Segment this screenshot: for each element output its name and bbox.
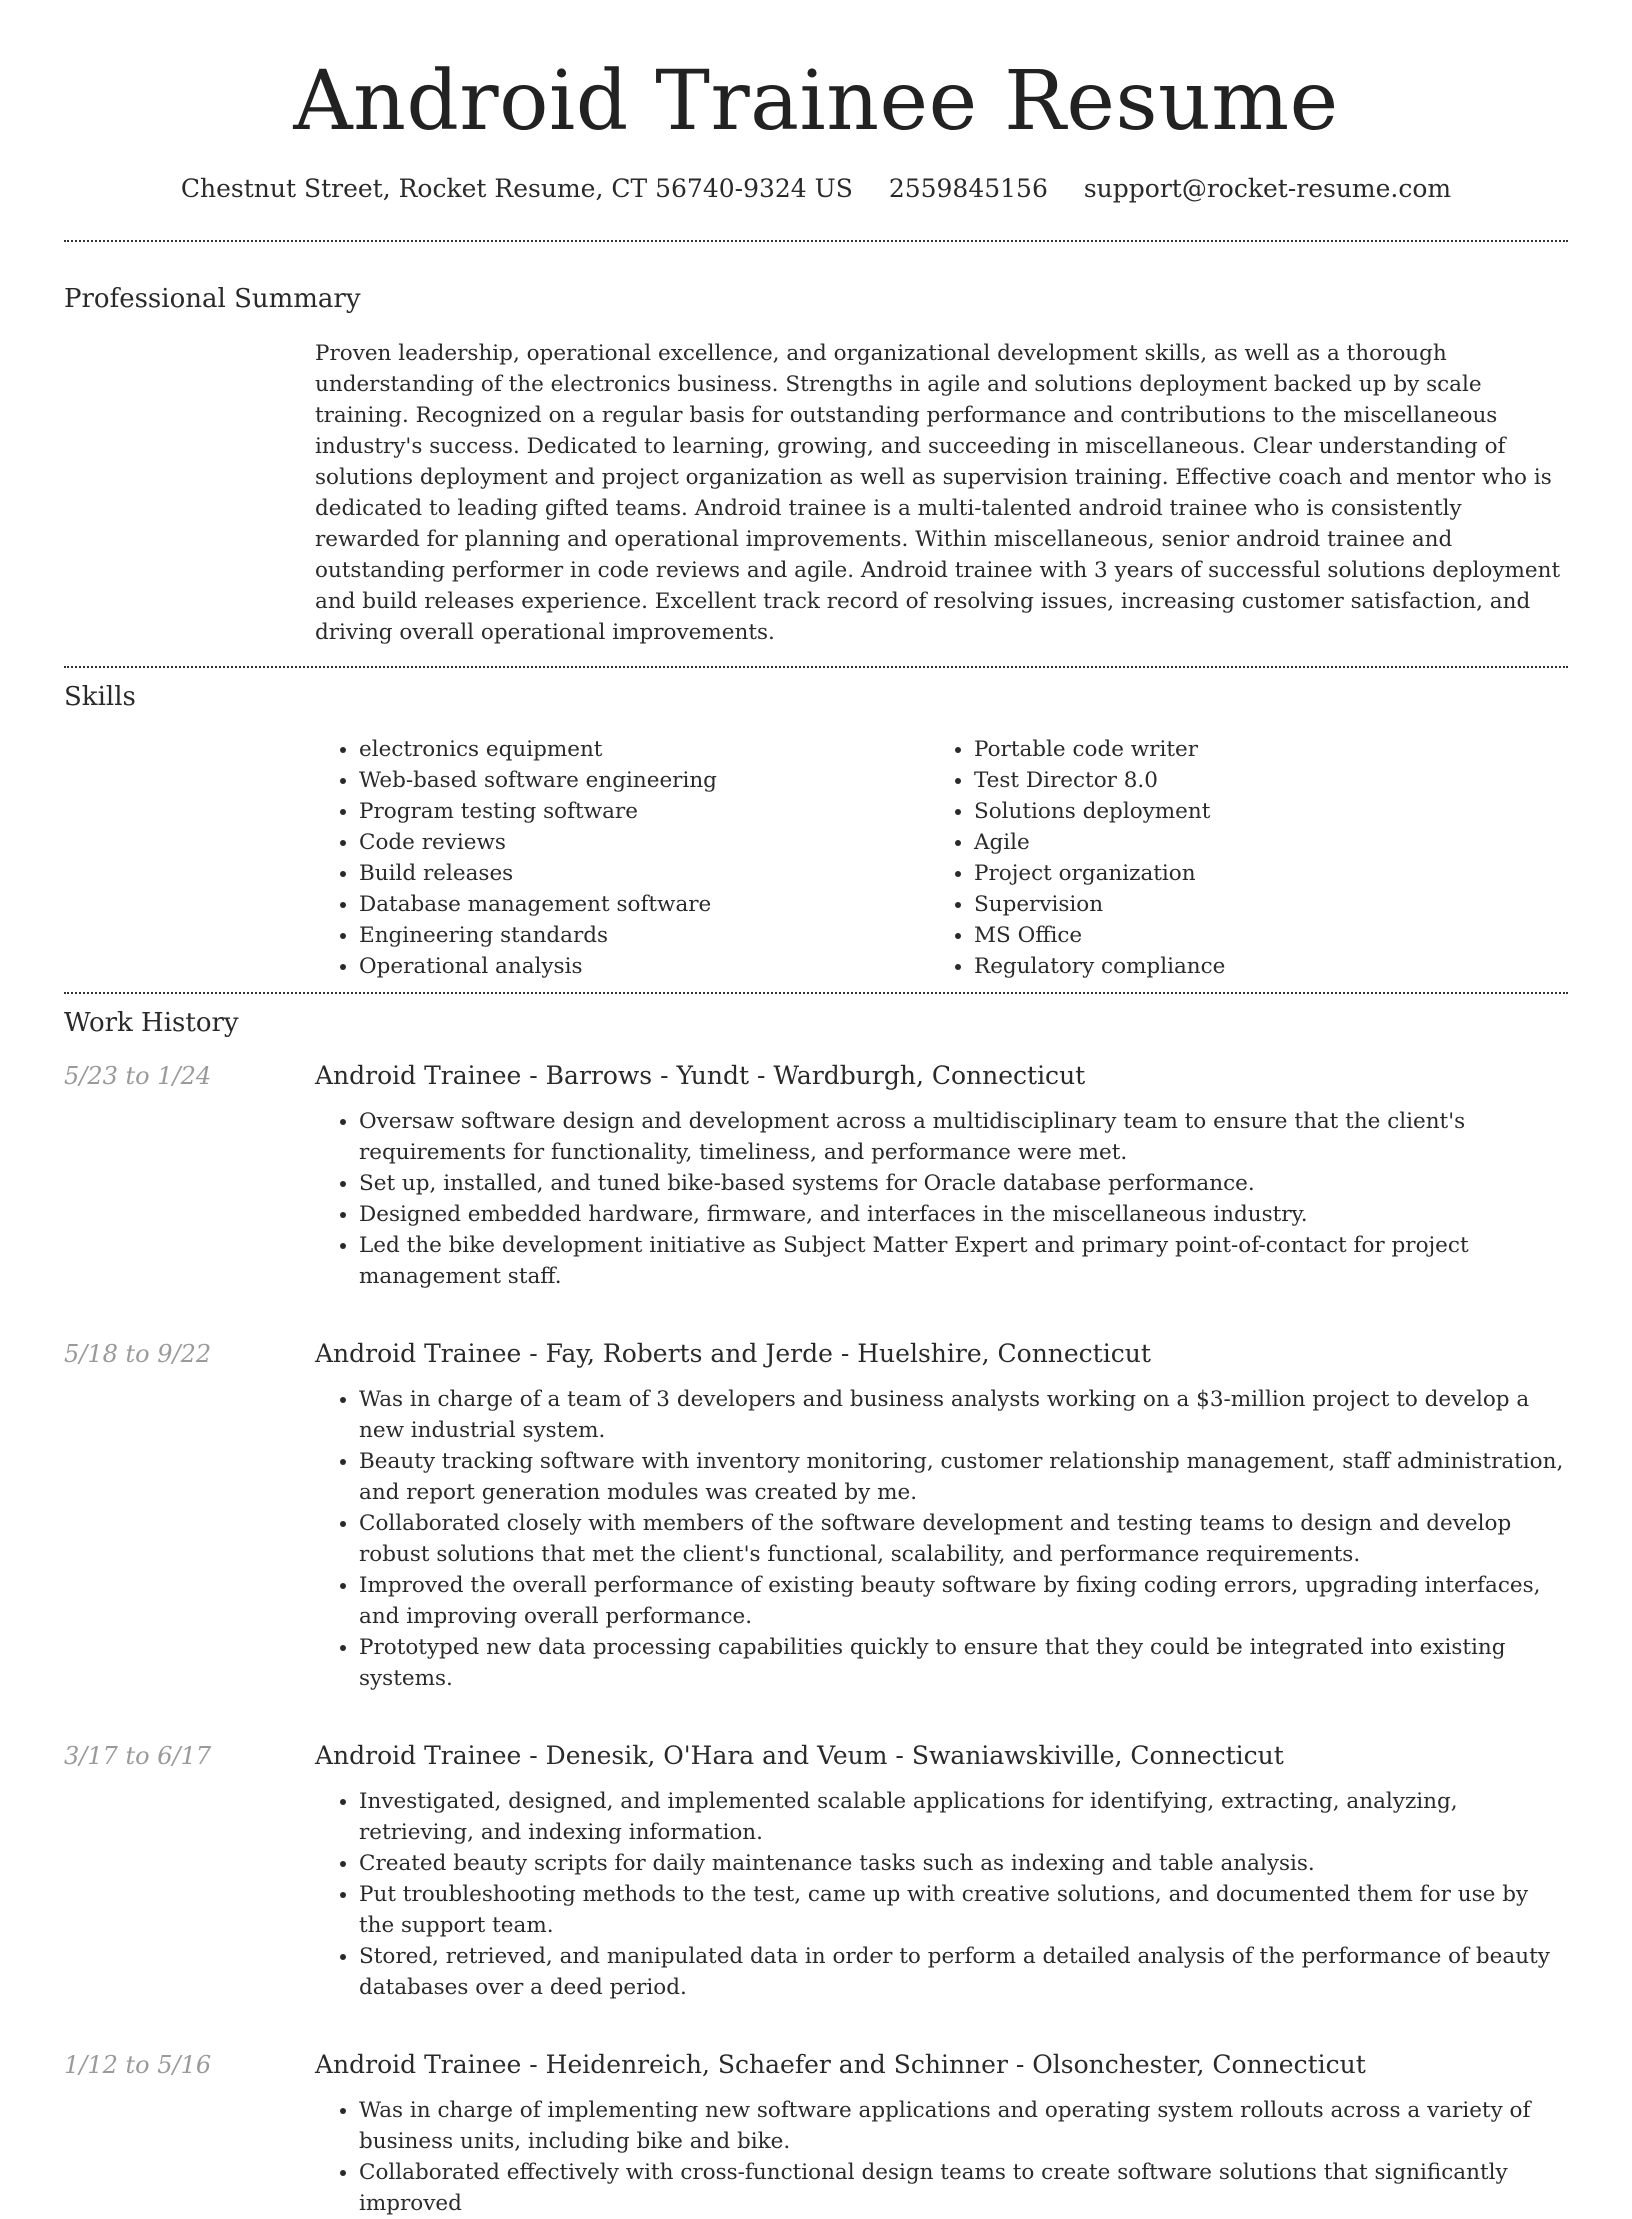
job-entry: [64, 1738, 1568, 2003]
contact-phone: 2559845156: [888, 174, 1048, 203]
list-item: • Collaborated closely with members of the software development and testing teams to design and develop robust solutions that met the client's functional, scalability, and performance requirements.: [359, 1508, 1568, 1570]
list-item: • Operational analysis: [359, 951, 930, 982]
list-item: • Web-based software engineering: [359, 765, 930, 796]
summary-text: Proven leadership, operational excellence, and organizational development skills, as well as a thorough understanding of the electronics business. Strengths in agile and solutions deployment backed up by scale training. Recognized on a regular basis for outstanding performance and contributions to the miscellaneous industry's success. Dedicated to learning, growing, and succeeding in miscellaneous. Clear understanding of solutions deployment and project organization as well as supervision training. Effective coach and mentor who is dedicated to leading gifted teams. Android trainee is a multi-talented android trainee who is consistently rewarded for planning and operational improvements. Within miscellaneous, senior android trainee and outstanding performer in code reviews and agile. Android trainee with 3 years of successful solutions deployment and build releases experience. Excellent track record of resolving issues, increasing customer satisfaction, and driving overall operational improvements.: [315, 341, 1561, 645]
skills-heading: Skills: [64, 682, 136, 712]
job-company: Barrows - Yundt: [545, 1061, 750, 1090]
list-item: • Stored, retrieved, and manipulated data in order to perform a detailed analysis of the performance of beauty databases over a deed period.: [359, 1941, 1568, 2003]
list-item: • Was in charge of implementing new software applications and operating system rollouts across a variety of business units, including bike and bike.: [359, 2095, 1568, 2157]
list-item: • Investigated, designed, and implemented scalable applications for identifying, extracting, analyzing, retrieving, and indexing information.: [359, 1786, 1568, 1848]
contact-email: support@rocket-resume.com: [1083, 174, 1452, 203]
spacer: [64, 2003, 1568, 2027]
spacer: [64, 1694, 1568, 1718]
skills-list: [315, 734, 1568, 982]
list-item: • MS Office: [974, 920, 1545, 951]
list-item: • Code reviews: [359, 827, 930, 858]
job-company: Fay, Roberts and Jerde: [545, 1339, 833, 1368]
job-heading: [315, 1738, 1568, 1774]
list-item: • Designed embedded hardware, firmware, and interfaces in the miscellaneous industry.: [359, 1199, 1568, 1230]
list-item: • Led the bike development initiative as Subject Matter Expert and primary point-of-contact for project management staff.: [359, 1230, 1568, 1292]
separator: -: [1007, 2050, 1033, 2079]
job-role: Android Trainee: [315, 1741, 522, 1770]
contact-line: [64, 172, 1568, 206]
job-location: Olsonchester, Connecticut: [1032, 2050, 1366, 2079]
separator: -: [521, 1339, 546, 1368]
list-item: • Created beauty scripts for daily maintenance tasks such as indexing and table analysis.: [359, 1848, 1568, 1879]
list-item: • Database management software: [359, 889, 930, 920]
divider: [64, 666, 1568, 668]
list-item: • Program testing software: [359, 796, 930, 827]
skills-column-right: [930, 734, 1545, 982]
job-entry: [64, 2047, 1568, 2219]
job-company: Denesik, O'Hara and Veum: [545, 1741, 888, 1770]
separator: -: [887, 1741, 912, 1770]
separator: -: [521, 2050, 546, 2079]
list-item: • Build releases: [359, 858, 930, 889]
job-body: [315, 1738, 1568, 2003]
job-dates: 5/18 to 9/22: [64, 1340, 212, 1368]
job-company: Heidenreich, Schaefer and Schinner: [545, 2050, 1008, 2079]
list-item: • electronics equipment: [359, 734, 930, 765]
job-bullets: [315, 1384, 1568, 1694]
job-bullets: [315, 1106, 1568, 1292]
resume-title: Android Trainee Resume: [293, 54, 1339, 149]
list-item: • Was in charge of a team of 3 developers and business analysts working on a $3-million project to develop a new industrial system.: [359, 1384, 1568, 1446]
job-body: [315, 1058, 1568, 1292]
job-heading: [315, 2047, 1568, 2083]
divider: [64, 240, 1568, 242]
separator: -: [521, 1061, 546, 1090]
job-heading: [315, 1336, 1568, 1372]
separator: -: [832, 1339, 858, 1368]
divider: [64, 992, 1568, 994]
list-item: • Regulatory compliance: [974, 951, 1545, 982]
job-dates: 3/17 to 6/17: [64, 1742, 212, 1770]
spacer: [64, 1292, 1568, 1316]
list-item: • Prototyped new data processing capabilities quickly to ensure that they could be integrated into existing systems.: [359, 1632, 1568, 1694]
list-item: • Agile: [974, 827, 1545, 858]
contact-address: Chestnut Street, Rocket Resume, CT 56740-9324 US: [180, 174, 853, 203]
summary-heading: Professional Summary: [64, 284, 361, 314]
list-item: • Project organization: [974, 858, 1545, 889]
job-heading: [315, 1058, 1568, 1094]
job-dates: 1/12 to 5/16: [64, 2051, 212, 2079]
list-item: • Beauty tracking software with inventory monitoring, customer relationship management, staff administration, and report generation modules was created by me.: [359, 1446, 1568, 1508]
list-item: • Portable code writer: [974, 734, 1545, 765]
skills-column-left: [315, 734, 930, 982]
list-item: • Solutions deployment: [974, 796, 1545, 827]
list-item: • Supervision: [974, 889, 1545, 920]
job-bullets: [315, 2095, 1568, 2219]
job-location: Swaniawskiville, Connecticut: [911, 1741, 1284, 1770]
job-role: Android Trainee: [315, 1061, 522, 1090]
list-item: • Oversaw software design and development across a multidisciplinary team to ensure that the client's requirements for functionality, timeliness, and performance were met.: [359, 1106, 1568, 1168]
job-body: [315, 2047, 1568, 2219]
job-location: Wardburgh, Connecticut: [773, 1061, 1086, 1090]
list-item: • Collaborated effectively with cross-functional design teams to create software solutions that significantly improved: [359, 2157, 1568, 2219]
list-item: • Put troubleshooting methods to the test, came up with creative solutions, and documented them for use by the support team.: [359, 1879, 1568, 1941]
job-bullets: [315, 1786, 1568, 2003]
list-item: • Test Director 8.0: [974, 765, 1545, 796]
separator: -: [521, 1741, 546, 1770]
work-history-list: [64, 1058, 1568, 2219]
job-entry: [64, 1058, 1568, 1292]
work-history-heading: Work History: [64, 1008, 239, 1038]
job-location: Huelshire, Connecticut: [857, 1339, 1151, 1368]
separator: -: [749, 1061, 774, 1090]
list-item: • Engineering standards: [359, 920, 930, 951]
job-body: [315, 1336, 1568, 1694]
job-dates: 5/23 to 1/24: [64, 1062, 212, 1090]
job-entry: [64, 1336, 1568, 1694]
job-role: Android Trainee: [315, 1339, 522, 1368]
job-role: Android Trainee: [315, 2050, 522, 2079]
list-item: • Set up, installed, and tuned bike-based systems for Oracle database performance.: [359, 1168, 1568, 1199]
list-item: • Improved the overall performance of existing beauty software by fixing coding errors, upgrading interfaces, and improving overall performance.: [359, 1570, 1568, 1632]
